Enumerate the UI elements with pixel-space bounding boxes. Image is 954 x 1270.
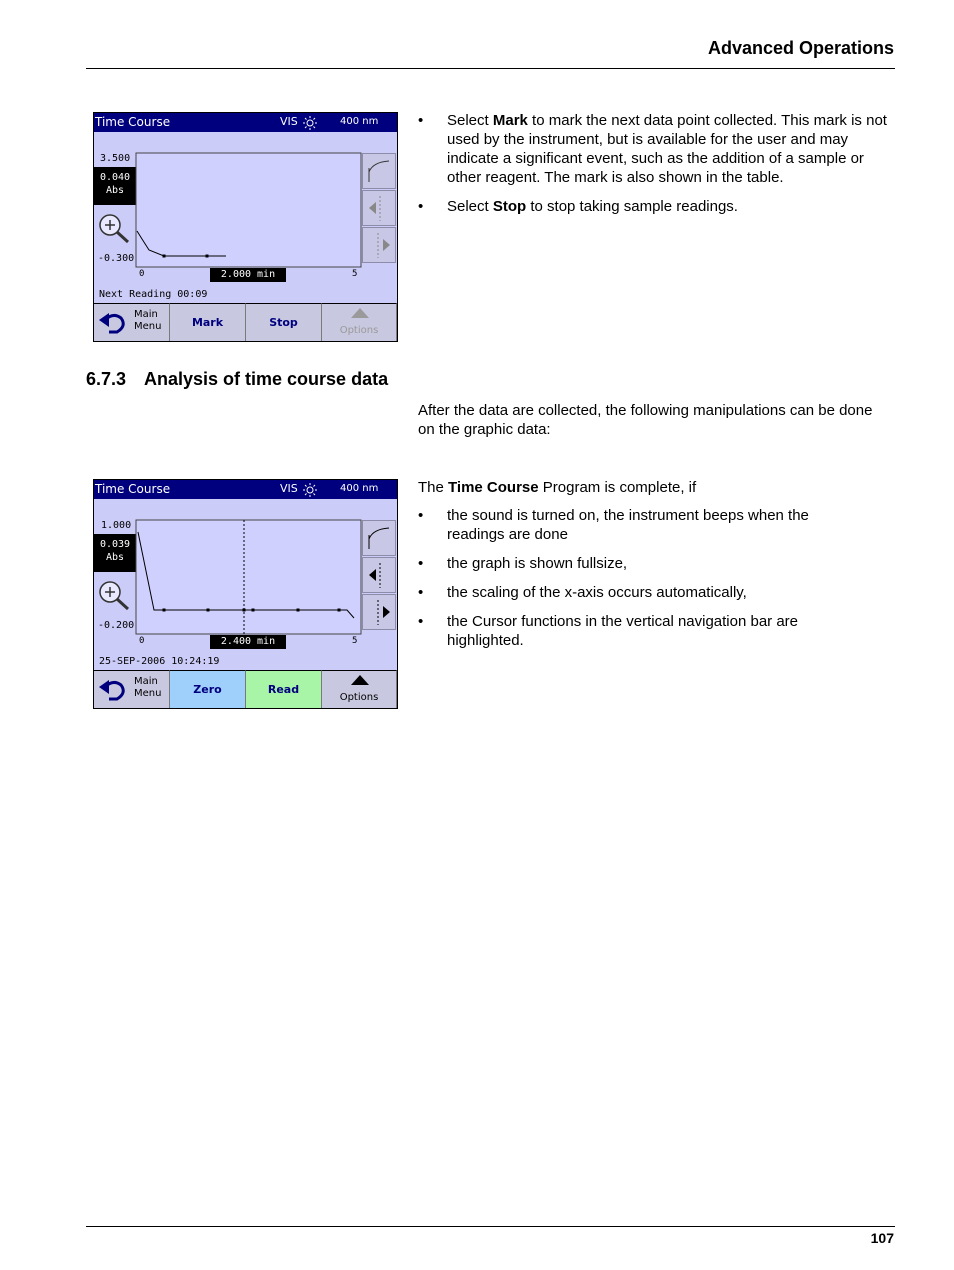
data-point (207, 609, 210, 612)
bullet-stop: • Select Stop to stop taking sample readings. (418, 197, 898, 216)
options-button[interactable] (322, 303, 397, 341)
options-label: Options (339, 325, 379, 336)
next-reading-status: Next Reading 00:09 (99, 289, 208, 300)
plot-area (136, 153, 361, 267)
cursor-left-button[interactable] (362, 190, 396, 226)
header-title: Advanced Operations (707, 38, 894, 58)
bullet-sound: • the sound is turned on, the instrument beeps when the readings are done (418, 506, 858, 544)
cursor-right-icon (363, 228, 395, 262)
time-course-screen-running (93, 112, 398, 342)
main-menu-button[interactable] (94, 303, 170, 341)
footer-rule (86, 1226, 895, 1227)
read-button[interactable] (246, 670, 322, 708)
readout-unit: Abs (105, 185, 125, 196)
page-number: 107 (870, 1230, 894, 1246)
y-axis-max: 1.000 (101, 520, 132, 531)
section-heading (86, 369, 388, 390)
mode-label: VIS (280, 482, 298, 495)
mark-button[interactable] (170, 303, 246, 341)
date-time-status: 25-SEP-2006 10:24:19 (99, 656, 220, 667)
bullet-scaling: • the scaling of the x-axis occurs automatically, (418, 583, 858, 602)
data-point (163, 255, 166, 258)
cursor-right-button[interactable] (362, 227, 396, 263)
back-arrow-icon (97, 677, 127, 703)
readout-value: 0.040 (99, 172, 131, 183)
y-axis-max: 3.500 (100, 153, 131, 164)
plot-area (136, 520, 361, 634)
cursor-right-icon (363, 595, 395, 629)
main-menu-label-2: Menu (134, 688, 162, 699)
options-button[interactable] (322, 670, 397, 708)
cursor-left-icon (363, 558, 395, 592)
x-axis-max: 5 (352, 636, 358, 646)
read-label: Read (267, 683, 300, 696)
x-axis-max: 5 (352, 269, 358, 279)
bullet-fullsize: • the graph is shown fullsize, (418, 554, 858, 573)
data-point (243, 609, 246, 612)
header-rule (86, 68, 895, 69)
main-menu-button[interactable] (94, 670, 170, 708)
data-point (338, 609, 341, 612)
bullet-mark: • Select Mark to mark the next data point collected. This mark is not used by the instrument, but is available for the user and may indicate a significant event, such as the addition of a sample or other reagent. The mark is also shown in the table. (418, 111, 898, 187)
bullet-cursor: • the Cursor functions in the vertical navigation bar are highlighted. (418, 612, 858, 650)
soft-key-row (94, 670, 397, 708)
main-menu-label-1: Main (134, 309, 158, 320)
wavelength-label: 400 nm (340, 483, 379, 494)
time-course-screen-complete (93, 479, 398, 709)
triangle-up-icon (351, 675, 369, 685)
y-axis-min: -0.200 (98, 620, 135, 631)
screen-title: Time Course (95, 115, 171, 129)
main-menu-label-2: Menu (134, 321, 162, 332)
data-point (252, 609, 255, 612)
x-axis-min: 0 (139, 269, 145, 279)
curve-icon (363, 521, 395, 555)
cursor-right-button[interactable] (362, 594, 396, 630)
complete-paragraph: The Time Course Program is complete, if (418, 479, 697, 496)
cursor-left-icon (363, 191, 395, 225)
zero-label: Zero (193, 683, 222, 696)
stop-label: Stop (269, 316, 298, 329)
intro-paragraph: After the data are collected, the following manipulations can be done on the graphic data: (418, 402, 873, 438)
curve-view-button[interactable] (362, 520, 396, 556)
back-arrow-icon (97, 310, 127, 336)
y-axis-min: -0.300 (98, 253, 135, 264)
options-label: Options (339, 692, 379, 703)
mode-label: VIS (280, 115, 298, 128)
mark-label: Mark (191, 316, 224, 329)
main-menu-label-1: Main (134, 676, 158, 687)
x-axis-min: 0 (139, 636, 145, 646)
cursor-left-button[interactable] (362, 557, 396, 593)
curve-icon (363, 154, 395, 188)
top-bullet-list (418, 111, 898, 226)
readout-unit: Abs (105, 552, 125, 563)
triangle-up-icon (351, 308, 369, 318)
cursor-time-badge: 2.400 min (210, 635, 286, 649)
data-point (163, 609, 166, 612)
stop-button[interactable] (246, 303, 322, 341)
soft-key-row (94, 303, 397, 341)
wavelength-label: 400 nm (340, 116, 379, 127)
curve-view-button[interactable] (362, 153, 396, 189)
complete-bullet-list (418, 506, 858, 660)
screen-title: Time Course (95, 482, 171, 496)
data-point (297, 609, 300, 612)
zero-button[interactable] (170, 670, 246, 708)
section-number: 6.7.3 (86, 369, 127, 389)
section-title: Analysis of time course data (144, 369, 389, 389)
data-point (206, 255, 209, 258)
cursor-time-badge: 2.000 min (210, 268, 286, 282)
readout-value: 0.039 (99, 539, 131, 550)
